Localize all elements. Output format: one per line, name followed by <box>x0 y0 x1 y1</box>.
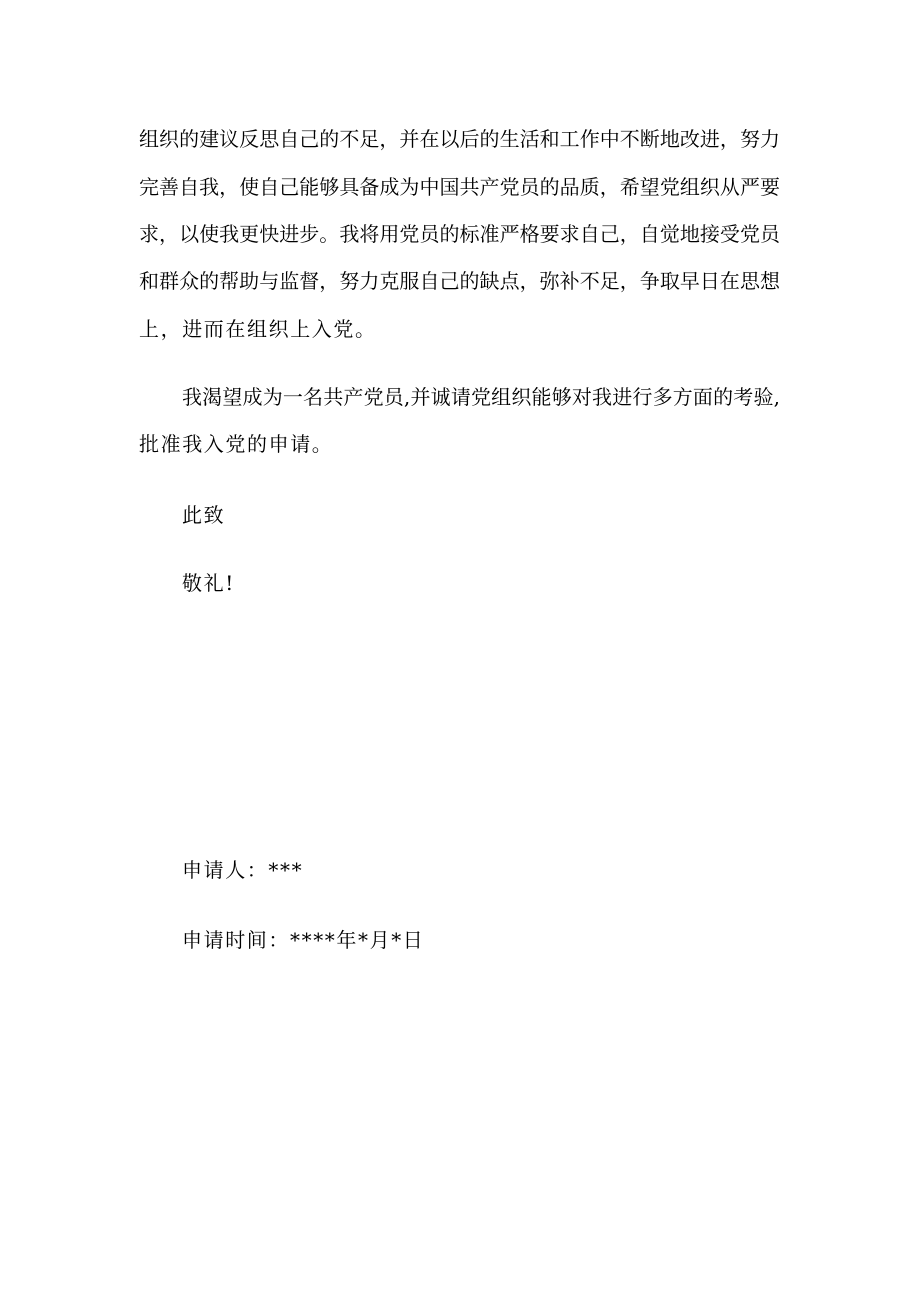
paragraph-1-line-1: 组织的建议反思自己的不足，并在以后的生活和工作中不断地改进，努力 <box>139 127 780 151</box>
closing: 敬礼! <box>182 571 235 595</box>
paragraph-2-line-2: 批准我入党的申请。 <box>139 432 334 456</box>
paragraph-1-line-4: 和群众的帮助与监督，努力克服自己的缺点，弥补不足，争取早日在思想 <box>139 269 780 293</box>
paragraph-1-line-3: 求，以使我更快进步。我将用党员的标准严格要求自己，自觉地接受党员 <box>139 222 780 246</box>
applicant-label: 申请人：*** <box>182 858 304 882</box>
application-date: 申请时间：****年*月*日 <box>182 928 425 952</box>
paragraph-2-line-1: 我渴望成为一名共产党员,并诚请党组织能够对我进行多方面的考验, <box>182 385 780 409</box>
paragraph-1-line-2: 完善自我，使自己能够具备成为中国共产党员的品质，希望党组织从严要 <box>139 175 780 199</box>
paragraph-1-line-5: 上，进而在组织上入党。 <box>139 317 377 341</box>
salutation: 此致 <box>182 503 226 527</box>
